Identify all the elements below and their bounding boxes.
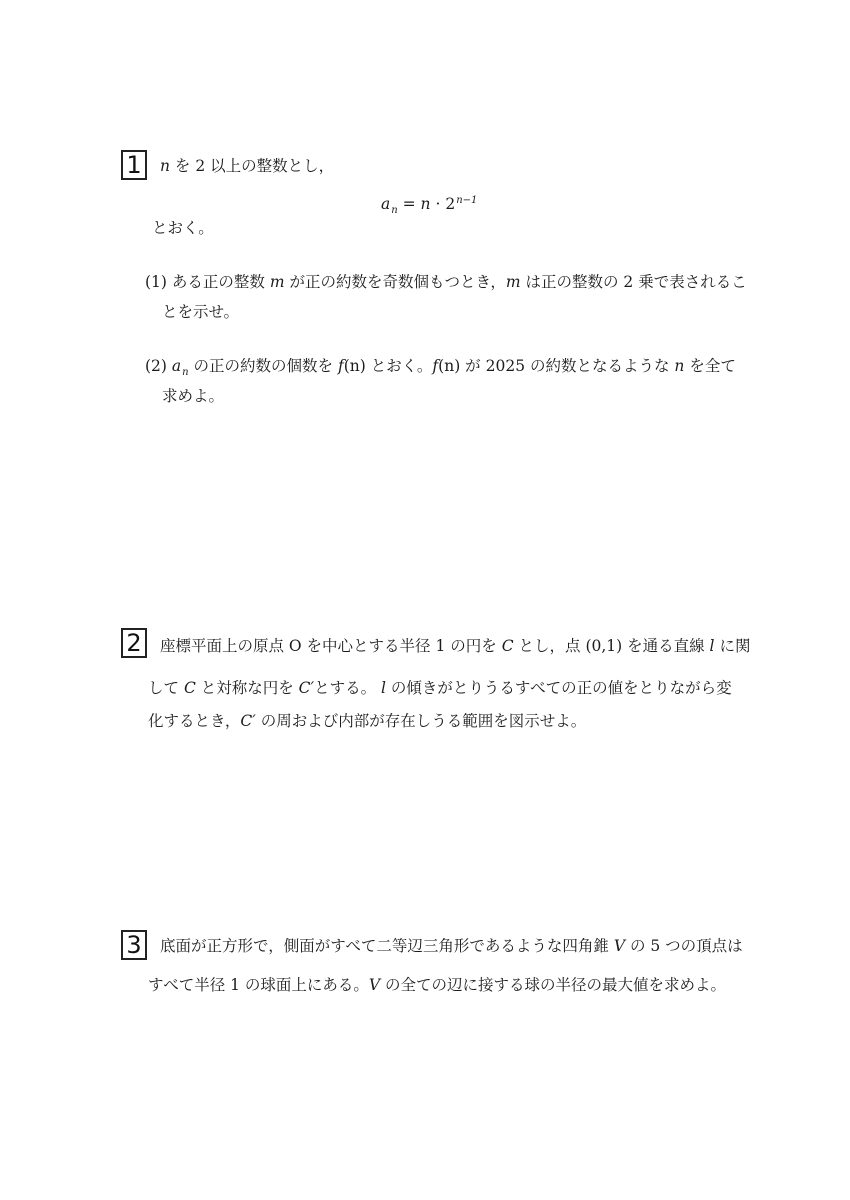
- var-a: a: [171, 357, 182, 375]
- problem-3-line1: [160, 936, 743, 956]
- problem-1-after: とおく。: [152, 219, 214, 237]
- problem-1-sub1-line1: [145, 272, 747, 292]
- problem-2-line3: [148, 711, 586, 731]
- p3-text-d: の全ての辺に接する球の半径の最大値を求めよ。: [380, 976, 727, 994]
- p3-text-c: すべて半径 1 の球面上にある。: [148, 976, 369, 994]
- sub2-text-c: が 2025 の約数となるような: [460, 357, 675, 375]
- func-f-arg: (n): [438, 357, 461, 375]
- p2-text-e: と対称な円を: [195, 679, 299, 697]
- problem-1-number: 1: [126, 151, 142, 179]
- var-m: m: [269, 273, 285, 291]
- p3-text-a: 底面が正方形で，側面がすべて二等辺三角形であるような四角錐: [160, 937, 614, 955]
- sub1-text-b: が正の約数を奇数個もつとき，: [284, 273, 506, 291]
- problem-3-number: 3: [126, 931, 142, 959]
- p2-text-c: に関: [714, 637, 751, 655]
- var-V: V: [613, 937, 626, 955]
- func-f: f: [432, 357, 439, 375]
- formula-a: a: [381, 195, 391, 213]
- sub2-text-d: を全て: [684, 357, 736, 375]
- sub2-label: (2): [145, 357, 167, 375]
- p2-text-i: の周および内部が存在しうる範囲を図示せよ。: [255, 712, 587, 730]
- formula-exp: n−1: [456, 195, 478, 206]
- var-C-prime: C′: [240, 712, 256, 730]
- problem-3-number-box: [121, 930, 147, 960]
- var-C-prime: C′: [298, 679, 315, 697]
- var-C: C: [183, 679, 196, 697]
- sub2-text-a: の正の約数の個数を: [188, 357, 338, 375]
- p2-text-g: の傾きがとりうるすべての正の値をとりながら変: [385, 679, 732, 697]
- problem-2-number-box: [121, 628, 147, 658]
- var-l: l: [709, 637, 715, 655]
- sub1-label: (1): [145, 273, 167, 291]
- sub1-text-c: は正の整数の 2 乗で表されるこ: [520, 273, 747, 291]
- problem-2-number: 2: [126, 629, 142, 657]
- p2-text-d: して: [148, 679, 184, 697]
- var-V: V: [368, 976, 381, 994]
- problem-1-intro-text: を 2 以上の整数とし，: [169, 157, 335, 175]
- sub2-text-b: とおく。: [365, 357, 433, 375]
- problem-1-sub2-line2: 求めよ。: [162, 387, 225, 405]
- var-C: C: [501, 637, 514, 655]
- problem-1-intro: [160, 156, 334, 176]
- p3-text-b: の 5 つの頂点は: [625, 937, 743, 955]
- var-l: l: [381, 679, 386, 697]
- formula-dot: ·: [430, 195, 446, 213]
- p2-text-b: とし，点 (0,1) を通る直線: [513, 637, 710, 655]
- problem-3-line2: [148, 975, 726, 995]
- problem-1-sub2-line1: [145, 356, 736, 379]
- p2-text-f: とする。: [314, 679, 381, 697]
- var-n: n: [160, 157, 170, 175]
- formula-eq: =: [397, 195, 421, 213]
- problem-1-sub1-line2: とを示せ。: [162, 303, 240, 321]
- sub1-text-a: ある正の整数: [166, 273, 270, 291]
- formula-n: n: [420, 195, 431, 213]
- formula-a-sub: n: [391, 205, 398, 216]
- formula-base: 2: [445, 195, 456, 213]
- func-f-arg: (n): [343, 357, 366, 375]
- var-n: n: [674, 357, 685, 375]
- problem-2-line2: [148, 678, 732, 698]
- problem-1-formula: [381, 194, 477, 217]
- p2-text-h: 化するとき，: [148, 712, 241, 730]
- var-m: m: [505, 273, 521, 291]
- problem-2-line1: [160, 636, 750, 656]
- var-a-sub: n: [182, 367, 189, 378]
- problem-1-number-box: [121, 150, 147, 180]
- func-f: f: [337, 357, 344, 375]
- p2-text-a: 座標平面上の原点 O を中心とする半径 1 の円を: [160, 637, 502, 655]
